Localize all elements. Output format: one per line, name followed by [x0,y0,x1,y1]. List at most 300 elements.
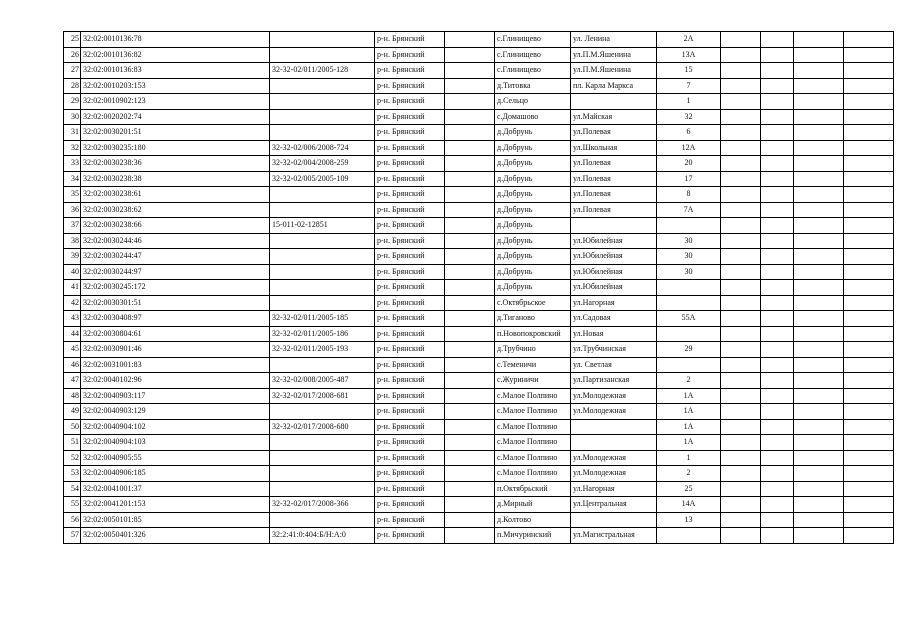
cell-house-number: 7 [657,78,721,94]
cell-settlement: п.Новопокровский [495,326,571,342]
cell-registration-number [270,450,375,466]
cell-settlement: д.Добрунь [495,171,571,187]
cell-house-number: 30 [657,249,721,265]
cell-district: р-н. Брянский [375,63,445,79]
cell-district: р-н. Брянский [375,125,445,141]
cell-blank-col [445,497,495,513]
cell-cadastral-number: 32:02:0031001:83 [81,357,270,373]
cell-registration-number: 32:2:41:0:404:Б/Н:А:0 [270,528,375,544]
cell-row-number: 37 [64,218,81,234]
cell-extra-col-2 [761,280,794,296]
cell-extra-col-3 [794,109,844,125]
cell-extra-col-1 [721,32,761,48]
cell-settlement: с.Глинищево [495,63,571,79]
cell-extra-col-4 [844,388,894,404]
cell-extra-col-3 [794,512,844,528]
cell-street: ул.Юбилейная [571,280,657,296]
cell-street: ул.Юбилейная [571,264,657,280]
cell-street [571,512,657,528]
cell-house-number [657,357,721,373]
cell-row-number: 45 [64,342,81,358]
cell-row-number: 29 [64,94,81,110]
cell-cadastral-number: 32:02:0010203:153 [81,78,270,94]
cell-extra-col-2 [761,388,794,404]
cell-extra-col-3 [794,171,844,187]
table-row [64,295,894,311]
cell-registration-number [270,295,375,311]
cell-settlement: с.Глинищево [495,47,571,63]
cell-row-number: 52 [64,450,81,466]
cell-house-number [657,295,721,311]
cell-extra-col-4 [844,249,894,265]
cell-cadastral-number: 32:02:0030238:36 [81,156,270,172]
cell-registration-number: 32-32-02/006/2008-724 [270,140,375,156]
cell-extra-col-3 [794,404,844,420]
cell-extra-col-2 [761,512,794,528]
table-row [64,481,894,497]
table-row [64,373,894,389]
cell-blank-col [445,171,495,187]
cell-district: р-н. Брянский [375,404,445,420]
cell-extra-col-2 [761,466,794,482]
cell-street: ул.П.М.Яшенина [571,47,657,63]
cell-house-number [657,326,721,342]
cell-settlement: с.Домашово [495,109,571,125]
cell-extra-col-1 [721,140,761,156]
cell-registration-number [270,435,375,451]
cell-house-number: 1А [657,435,721,451]
cell-settlement: д.Добрунь [495,249,571,265]
cell-registration-number [270,264,375,280]
cell-extra-col-2 [761,373,794,389]
cell-extra-col-1 [721,125,761,141]
cell-settlement: д.Добрунь [495,140,571,156]
cell-house-number: 25 [657,481,721,497]
cell-settlement: с.Глинищево [495,32,571,48]
cell-row-number: 39 [64,249,81,265]
cell-extra-col-4 [844,94,894,110]
cell-street: ул.Садовая [571,311,657,327]
cell-extra-col-3 [794,435,844,451]
table-row [64,264,894,280]
table-row [64,512,894,528]
cell-street: ул.Полевая [571,187,657,203]
table-row [64,326,894,342]
cell-district: р-н. Брянский [375,94,445,110]
cell-extra-col-2 [761,311,794,327]
cell-cadastral-number: 32:02:0030238:66 [81,218,270,234]
table-row [64,109,894,125]
cell-extra-col-1 [721,404,761,420]
cell-district: р-н. Брянский [375,419,445,435]
cell-extra-col-4 [844,450,894,466]
table-row [64,202,894,218]
cell-street [571,218,657,234]
table-row [64,32,894,48]
cell-extra-col-3 [794,249,844,265]
cell-house-number [657,218,721,234]
cell-street: ул.Центральная [571,497,657,513]
cell-row-number: 41 [64,280,81,296]
table-row [64,171,894,187]
cell-registration-number [270,78,375,94]
cell-extra-col-2 [761,264,794,280]
cell-street: ул.Юбилейная [571,249,657,265]
cell-extra-col-1 [721,249,761,265]
cell-blank-col [445,233,495,249]
cell-blank-col [445,357,495,373]
cell-extra-col-2 [761,156,794,172]
cell-extra-col-2 [761,450,794,466]
cell-extra-col-4 [844,404,894,420]
cell-street: ул.Нагорная [571,481,657,497]
cell-extra-col-1 [721,280,761,296]
cell-settlement: с.Малое Полпино [495,404,571,420]
cell-cadastral-number: 32:02:0010136:82 [81,47,270,63]
cell-district: р-н. Брянский [375,280,445,296]
cell-extra-col-2 [761,63,794,79]
cell-blank-col [445,419,495,435]
cell-cadastral-number: 32:02:0040102:96 [81,373,270,389]
cell-district: р-н. Брянский [375,388,445,404]
cell-cadastral-number: 32:02:0040903:117 [81,388,270,404]
cell-district: р-н. Брянский [375,109,445,125]
cell-house-number: 13А [657,47,721,63]
cell-cadastral-number: 32:02:0050401:326 [81,528,270,544]
cell-extra-col-4 [844,373,894,389]
cell-extra-col-1 [721,233,761,249]
cell-settlement: д.Добрунь [495,156,571,172]
cell-house-number: 1 [657,450,721,466]
table-row [64,404,894,420]
cell-registration-number [270,187,375,203]
cell-house-number: 20 [657,156,721,172]
cell-district: р-н. Брянский [375,156,445,172]
cell-extra-col-4 [844,435,894,451]
cell-cadastral-number: 32:02:0030238:62 [81,202,270,218]
cell-cadastral-number: 32:02:0010136:78 [81,32,270,48]
table-row [64,342,894,358]
cell-street: ул.Магистральная [571,528,657,544]
cell-house-number: 2 [657,466,721,482]
cell-extra-col-1 [721,450,761,466]
cell-extra-col-3 [794,357,844,373]
cell-row-number: 38 [64,233,81,249]
cell-district: р-н. Брянский [375,218,445,234]
cell-cadastral-number: 32:02:0040904:102 [81,419,270,435]
cell-extra-col-2 [761,202,794,218]
cell-settlement: д.Трубчино [495,342,571,358]
cell-street: ул.Школьная [571,140,657,156]
cell-extra-col-4 [844,156,894,172]
cell-row-number: 53 [64,466,81,482]
cell-cadastral-number: 32:02:0041201:153 [81,497,270,513]
cell-extra-col-3 [794,202,844,218]
cell-settlement: п.Октябрьский [495,481,571,497]
cell-extra-col-2 [761,497,794,513]
cell-blank-col [445,373,495,389]
cell-blank-col [445,481,495,497]
cell-settlement: с.Малое Полпино [495,388,571,404]
cell-extra-col-2 [761,357,794,373]
cell-house-number: 32 [657,109,721,125]
cell-house-number: 6 [657,125,721,141]
cell-street: ул.Молодежная [571,450,657,466]
cell-row-number: 31 [64,125,81,141]
cell-registration-number: 32-32-02/005/2005-109 [270,171,375,187]
cell-row-number: 51 [64,435,81,451]
cell-settlement: с.Малое Полпино [495,419,571,435]
cell-settlement: д.Добрунь [495,202,571,218]
cell-cadastral-number: 32:02:0030238:38 [81,171,270,187]
cell-registration-number: 32-32-02/011/2005-128 [270,63,375,79]
cell-settlement: с.Малое Полпино [495,450,571,466]
cell-extra-col-2 [761,404,794,420]
cell-row-number: 33 [64,156,81,172]
cell-registration-number: 32-32-02/017/2008-681 [270,388,375,404]
cell-extra-col-3 [794,32,844,48]
cell-extra-col-1 [721,202,761,218]
cell-district: р-н. Брянский [375,481,445,497]
cell-district: р-н. Брянский [375,311,445,327]
cell-extra-col-1 [721,109,761,125]
cell-extra-col-3 [794,450,844,466]
cell-registration-number [270,280,375,296]
cell-extra-col-2 [761,187,794,203]
cell-extra-col-1 [721,187,761,203]
cell-registration-number [270,404,375,420]
cell-street: ул.Полевая [571,171,657,187]
cell-extra-col-1 [721,171,761,187]
cell-cadastral-number: 32:02:0040905:55 [81,450,270,466]
cell-cadastral-number: 32:02:0030804:61 [81,326,270,342]
cell-extra-col-1 [721,326,761,342]
cell-district: р-н. Брянский [375,512,445,528]
cell-extra-col-4 [844,280,894,296]
cell-registration-number [270,233,375,249]
cell-cadastral-number: 32:02:0010902:123 [81,94,270,110]
cell-blank-col [445,249,495,265]
cell-district: р-н. Брянский [375,264,445,280]
cell-cadastral-number: 32:02:0030244:97 [81,264,270,280]
cell-blank-col [445,109,495,125]
cell-blank-col [445,94,495,110]
cell-district: р-н. Брянский [375,326,445,342]
cell-registration-number [270,357,375,373]
cell-extra-col-1 [721,94,761,110]
table-row [64,311,894,327]
cell-registration-number: 32-32-02/004/2008-259 [270,156,375,172]
cell-blank-col [445,311,495,327]
table-row [64,435,894,451]
table-row [64,497,894,513]
cell-extra-col-3 [794,481,844,497]
cell-street: ул.Молодежная [571,466,657,482]
cell-blank-col [445,280,495,296]
cell-registration-number [270,47,375,63]
cell-blank-col [445,156,495,172]
cell-house-number: 1А [657,404,721,420]
cell-extra-col-2 [761,342,794,358]
cell-extra-col-4 [844,497,894,513]
cell-street: ул.Полевая [571,125,657,141]
cell-street: ул.Новая [571,326,657,342]
cell-extra-col-2 [761,78,794,94]
cell-blank-col [445,140,495,156]
cell-settlement: д.Сельцо [495,94,571,110]
cell-settlement: с.Журиничи [495,373,571,389]
cell-registration-number [270,481,375,497]
table-row [64,47,894,63]
cell-extra-col-3 [794,326,844,342]
cell-cadastral-number: 32:02:0030244:47 [81,249,270,265]
cell-extra-col-1 [721,218,761,234]
cell-row-number: 34 [64,171,81,187]
cell-extra-col-3 [794,295,844,311]
cell-extra-col-4 [844,125,894,141]
cell-blank-col [445,435,495,451]
cell-blank-col [445,404,495,420]
table-row [64,528,894,544]
cell-extra-col-3 [794,218,844,234]
cell-extra-col-4 [844,78,894,94]
cell-row-number: 48 [64,388,81,404]
cell-house-number: 30 [657,264,721,280]
cell-row-number: 47 [64,373,81,389]
cell-blank-col [445,32,495,48]
cell-row-number: 32 [64,140,81,156]
cell-district: р-н. Брянский [375,202,445,218]
cell-extra-col-2 [761,233,794,249]
cell-row-number: 25 [64,32,81,48]
cell-house-number: 1 [657,94,721,110]
cell-registration-number: 32-32-02/008/2005-487 [270,373,375,389]
cell-district: р-н. Брянский [375,373,445,389]
cell-extra-col-3 [794,156,844,172]
cell-street: пл. Карла Маркса [571,78,657,94]
cell-cadastral-number: 32:02:0030238:61 [81,187,270,203]
cell-extra-col-4 [844,109,894,125]
cell-extra-col-4 [844,264,894,280]
cell-extra-col-1 [721,373,761,389]
cell-district: р-н. Брянский [375,342,445,358]
cell-house-number: 15 [657,63,721,79]
cell-house-number: 29 [657,342,721,358]
cell-extra-col-4 [844,63,894,79]
cell-cadastral-number: 32:02:0030301:51 [81,295,270,311]
cell-row-number: 28 [64,78,81,94]
cell-extra-col-2 [761,249,794,265]
cell-extra-col-3 [794,94,844,110]
cell-settlement: с.Теменичи [495,357,571,373]
cell-settlement: д.Добрунь [495,233,571,249]
cell-street: ул.Молодежная [571,388,657,404]
cell-extra-col-3 [794,342,844,358]
cell-extra-col-3 [794,388,844,404]
cell-registration-number: 32-32-02/017/2008-366 [270,497,375,513]
cell-extra-col-1 [721,295,761,311]
table-row [64,357,894,373]
cell-extra-col-3 [794,497,844,513]
cell-registration-number: 32-32-02/011/2005-186 [270,326,375,342]
cell-cadastral-number: 32:02:0040904:103 [81,435,270,451]
cell-extra-col-1 [721,466,761,482]
cell-district: р-н. Брянский [375,233,445,249]
cell-house-number [657,528,721,544]
table-row [64,450,894,466]
cell-extra-col-1 [721,78,761,94]
table-row [64,78,894,94]
cell-settlement: д.Тиганово [495,311,571,327]
cell-extra-col-3 [794,63,844,79]
table-row [64,249,894,265]
cell-street: ул.П.М.Яшенина [571,63,657,79]
cell-row-number: 46 [64,357,81,373]
cell-extra-col-4 [844,295,894,311]
cell-extra-col-2 [761,528,794,544]
cell-extra-col-3 [794,419,844,435]
cell-registration-number [270,249,375,265]
cell-extra-col-2 [761,481,794,497]
cell-extra-col-2 [761,109,794,125]
cell-extra-col-4 [844,187,894,203]
cell-extra-col-4 [844,47,894,63]
cell-house-number: 1А [657,388,721,404]
cell-settlement: д.Добрунь [495,264,571,280]
cell-blank-col [445,512,495,528]
cell-extra-col-4 [844,528,894,544]
cell-extra-col-1 [721,497,761,513]
cell-extra-col-1 [721,311,761,327]
cell-blank-col [445,342,495,358]
cell-house-number: 17 [657,171,721,187]
cell-house-number [657,280,721,296]
cell-cadastral-number: 32:02:0041001:37 [81,481,270,497]
cell-house-number: 2 [657,373,721,389]
cell-cadastral-number: 32:02:0030408:97 [81,311,270,327]
cell-row-number: 54 [64,481,81,497]
table-row [64,187,894,203]
cell-row-number: 57 [64,528,81,544]
cell-row-number: 56 [64,512,81,528]
table-row [64,280,894,296]
cell-district: р-н. Брянский [375,78,445,94]
cell-row-number: 50 [64,419,81,435]
cell-registration-number [270,125,375,141]
cell-extra-col-3 [794,373,844,389]
cell-cadastral-number: 32:02:0040906:185 [81,466,270,482]
cell-house-number: 1А [657,419,721,435]
cell-district: р-н. Брянский [375,450,445,466]
cell-settlement: д.Титовка [495,78,571,94]
cell-district: р-н. Брянский [375,357,445,373]
cell-extra-col-1 [721,388,761,404]
cell-house-number: 7А [657,202,721,218]
cell-settlement: д.Добрунь [495,280,571,296]
cell-extra-col-4 [844,342,894,358]
cell-row-number: 35 [64,187,81,203]
cell-extra-col-1 [721,528,761,544]
cell-registration-number [270,202,375,218]
cell-blank-col [445,528,495,544]
cell-extra-col-4 [844,140,894,156]
cell-street: ул.Нагорная [571,295,657,311]
cell-street: ул.Майская [571,109,657,125]
table-row [64,140,894,156]
cell-row-number: 36 [64,202,81,218]
cell-extra-col-2 [761,419,794,435]
cell-extra-col-2 [761,435,794,451]
